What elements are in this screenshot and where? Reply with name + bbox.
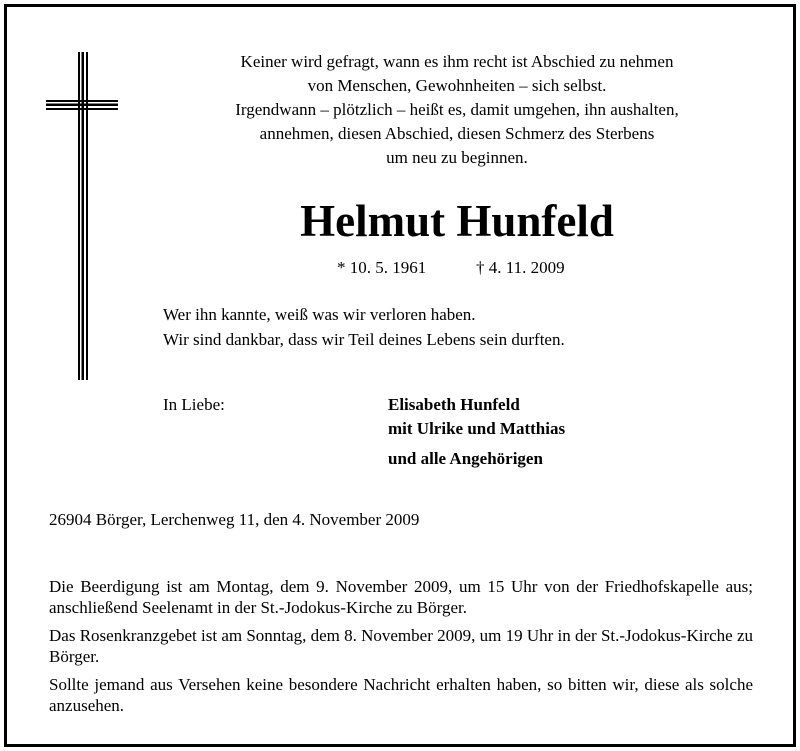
quote-line: Wer ihn kannte, weiß was wir verloren haben. bbox=[163, 305, 476, 324]
mourner-name: mit Ulrike und Matthias bbox=[388, 419, 566, 438]
mourners-list bbox=[388, 393, 565, 471]
poem-line: Keiner wird gefragt, wann es ihm recht ist Abschied zu nehmen bbox=[240, 52, 674, 71]
notice-rosary: Das Rosenkranzgebet ist am Sonntag, dem 8. November 2009, um 19 Uhr in der St.-Jodokus-Kirche zu Börger. bbox=[49, 626, 753, 666]
mourners-intro: In Liebe: bbox=[163, 395, 225, 414]
poem-line: annehmen, diesen Abschied, diesen Schmerz des Sterbens bbox=[259, 124, 655, 143]
poem-line: Irgendwann – plötzlich – heißt es, damit umgehen, ihn aushalten, bbox=[235, 100, 679, 119]
address-line: 26904 Börger, Lerchenweg 11, den 4. November 2009 bbox=[49, 510, 420, 529]
mourner-name: Elisabeth Hunfeld bbox=[388, 395, 520, 414]
mourner-name: und alle Angehörigen bbox=[388, 449, 543, 468]
notices bbox=[49, 576, 753, 723]
quote bbox=[163, 302, 565, 352]
notice-funeral: Die Beerdigung ist am Montag, dem 9. November 2009, um 15 Uhr von der Friedhofskapelle aus; anschließend Seelenamt in der St.-Jodokus-Kirche zu Börger. bbox=[49, 577, 753, 617]
cross-icon bbox=[46, 52, 118, 380]
poem bbox=[170, 50, 744, 170]
poem-line: um neu zu beginnen. bbox=[386, 148, 528, 167]
death-date: † 4. 11. 2009 bbox=[476, 258, 565, 277]
poem-line: von Menschen, Gewohnheiten – sich selbst. bbox=[307, 76, 607, 95]
birth-date: * 10. 5. 1961 bbox=[337, 258, 427, 277]
deceased-name: Helmut Hunfeld bbox=[300, 196, 614, 246]
quote-line: Wir sind dankbar, dass wir Teil deines Lebens sein durften. bbox=[163, 330, 565, 349]
notice-no-message: Sollte jemand aus Versehen keine besondere Nachricht erhalten haben, so bitten wir, diese als solche anzusehen. bbox=[49, 675, 753, 715]
